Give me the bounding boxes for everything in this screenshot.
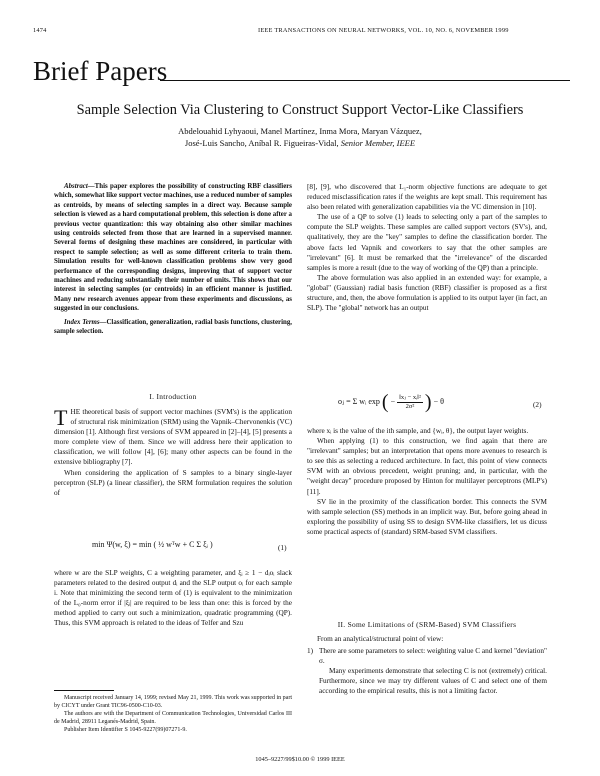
footnote-rule xyxy=(54,690,114,691)
equation-2-number: (2) xyxy=(533,400,542,409)
footnotes xyxy=(54,694,292,734)
index-terms-label: Index Terms— xyxy=(64,318,107,326)
equation-2-right-paren: ) xyxy=(424,391,432,413)
paper-title: Sample Selection Via Clustering to Construct Support Vector-Like Classifiers xyxy=(76,102,524,118)
intro-paragraph-2: When considering the application of S samples to a binary single-layer perceptron (SLP) (a linear classifier), the SRM formulation requires the solution of xyxy=(54,468,292,497)
equation-2-tail: − θ xyxy=(433,396,444,406)
section-2-heading: II. Some Limitations of (SRM-Based) SVM Classifiers xyxy=(337,620,517,629)
right-paragraph-4: where xᵢ is the value of the ith sample, and {wᵢ, θ}, the output layer weights. xyxy=(307,427,529,435)
authors-line-1: Abdelouahid Lyhyaoui, Manel Martínez, Inma Mora, Maryan Vázquez, xyxy=(178,126,422,136)
section-2-intro: From an analytical/structural point of view: xyxy=(317,635,444,643)
footnote-publisher-id: Publisher Item Identifier S 1045-9227(99)07271-9. xyxy=(64,727,187,733)
list-item-1 xyxy=(307,646,547,696)
right-paragraph-1: [8], [9], who discovered that L₁-norm objective functions are adequate to get reduced misclassification rates if the weights are kept small. This requirement has also been related with generalization capabilities via the VC dimension in [10]. xyxy=(307,183,547,212)
list-item-1-detail: Many experiments demonstrate that selecting C is not (extremely) critical. Furthermore, since we may try different values of C and select one of them according to the empirical results, this is not a limiting factor. xyxy=(319,667,547,696)
abstract-label: Abstract— xyxy=(64,183,95,190)
list-item-1-body xyxy=(319,646,547,696)
right-paragraph-5: When applying (1) to this construction, we find again that there are "irrelevant" samples; but an interpretation that opens more avenues to research is to see this as selecting a reduced architecture. In fact, this point of view connects SVM with an obvious precedent, weight pruning; and, in particular, with the "weight decay" procedure proposed by Hinton for multilayer perceptrons (MLP's) [11]. xyxy=(307,437,547,496)
equation-2-denominator: 2σ² xyxy=(405,402,415,410)
equation-2-lhs: oⱼ = Σ wᵢ exp xyxy=(338,396,380,406)
intro-paragraph-3-text: where w are the SLP weights, C a weighting parameter, and ξᵢ ≥ 1 − dᵢoᵢ slack parameters related to the desired output dᵢ and the SLP output oᵢ for each sample i. Note that minimizing the second term of (1) is equivalent to the minimization of the L₀-norm error if |ξᵢ| are required to be less than one: this is forced by the method applied to carry out such a minimization, quadratic programming (QP). Thus, this SVM approach is related to the ideas of Telfer and Szu xyxy=(54,569,292,628)
abstract xyxy=(54,182,292,314)
journal-header: IEEE TRANSACTIONS ON NEURAL NETWORKS, VOL. 10, NO. 6, NOVEMBER 1999 xyxy=(258,27,509,34)
authors-membership: Senior Member, IEEE xyxy=(340,138,416,148)
intro-paragraph-1 xyxy=(54,407,292,468)
list-item-1-text: There are some parameters to select: weighting value C and kernel "deviation" σ. xyxy=(319,647,547,666)
left-column-top xyxy=(54,182,292,337)
abstract-text: This paper explores the possibility of constructing RBF classifiers which, somewhat like support vector machines, use a reduced number of samples as centroids, by means of selecting samples in a direct way. Because sample selection is viewed as a hard computational problem, this selection is done after a previous vector quantization: this way obtaining also other similar machines using centroids selected from those that are learned in a supervised manner. Several forms of designing these machines are considered, in particular with respect to sample selection; as well as some different criteria to train them. Simulation results for well-known classification problems show very good performance of the corresponding designs, improving that of support vector machines and reducing substantially their number of units. This shows that our interest in selecting samples (or centroids) in an efficient manner is justified. Many new research avenues appear from these experiments and discussions, as suggested in our conclusions. xyxy=(54,183,292,313)
intro-paragraph-1-text: HE theoretical basis of support vector machines (SVM's) is the application of structural risk minimization (SRM) using the Vapnik–Chervonenkis (VC) dimension [1]. Although first versions of SVM appeared in [2]–[4], [5] presents a more complete view of them. Since we will address here their application to classification, we will follow [4], [6]; many other aspects can be found in the extensive bibliography [7]. xyxy=(54,408,292,467)
section-title: Brief Papers xyxy=(33,56,168,86)
equation-2-left-paren: ( xyxy=(381,391,389,413)
footnote-affiliation: The authors are with the Department of Communication Technologies, Universidad Carlos III de Madrid, 28911 Leganés-Madrid, Spain. xyxy=(54,711,292,725)
index-terms xyxy=(54,318,292,337)
intro-paragraphs xyxy=(54,407,292,498)
right-paragraph-6: SV lie in the proximity of the classification border. This connects the SVM with sample selection (SS) methods in an implicit way. But, before going ahead in exploring the possibility of using SS to design SVM-like classifiers, let us dicuss some practical aspects of (standard) SRM-based SVM classifiers. xyxy=(307,497,547,536)
equation-2-numerator: ‖xⱼ − xᵢ‖² xyxy=(399,393,421,401)
right-paragraph-2: The use of a QP to solve (1) leads to selecting only a part of the samples to compute the SLP weights. These samples are called support vectors (SV's), and, qualitatively, they are the "key" samples to define the classification border. The above facts led Vapnik and coworkers to say that the other samples are "irrelevant" [6]. It must be remarked that the "irrelevance" of the discarded samples is more a result (due to the way of working of the QP) than a principle. xyxy=(307,213,547,272)
drop-cap: T xyxy=(54,405,68,430)
equation-1: min Ψ(w, ξ) = min ( ½ wᵀw + C Σ ξᵢ ) xyxy=(92,540,213,549)
footnote-manuscript: Manuscript received January 14, 1999; revised May 21, 1999. This work was supported in part by CICYT under Grant TIC96-0500-C10-03. xyxy=(54,695,292,709)
right-paragraph-3: The above formulation was also applied in an extended way: for example, a "global" (Gaussian) radial basis function (RBF) classifier is proposed as a first structure, and, then, the above formulation is applied to its output layer (in fact, an SLP). The "global" network has an output xyxy=(307,273,547,313)
copyright-line: 1045–9227/99$10.00 © 1999 IEEE xyxy=(255,756,345,763)
section-1-heading: I. Introduction xyxy=(149,392,197,401)
right-column-top xyxy=(307,182,547,313)
page-number: 1474 xyxy=(33,27,47,34)
authors-names: José-Luis Sancho, Aníbal R. Figueiras-Vidal, xyxy=(184,138,339,148)
index-terms-text: Classification, generalization, radial basis functions, clustering, sample selection. xyxy=(54,318,292,336)
list-item-1-number: 1) xyxy=(307,647,314,656)
equation-2-minus: − xyxy=(390,396,396,406)
equation-2 xyxy=(338,392,444,412)
section-2-body xyxy=(307,634,547,697)
intro-paragraph-3 xyxy=(54,568,292,629)
equation-2-fraction xyxy=(397,394,423,411)
section-rule xyxy=(160,80,570,81)
authors-line-2 xyxy=(0,138,600,148)
equation-1-number: (1) xyxy=(278,543,287,552)
right-column-middle xyxy=(307,426,547,537)
